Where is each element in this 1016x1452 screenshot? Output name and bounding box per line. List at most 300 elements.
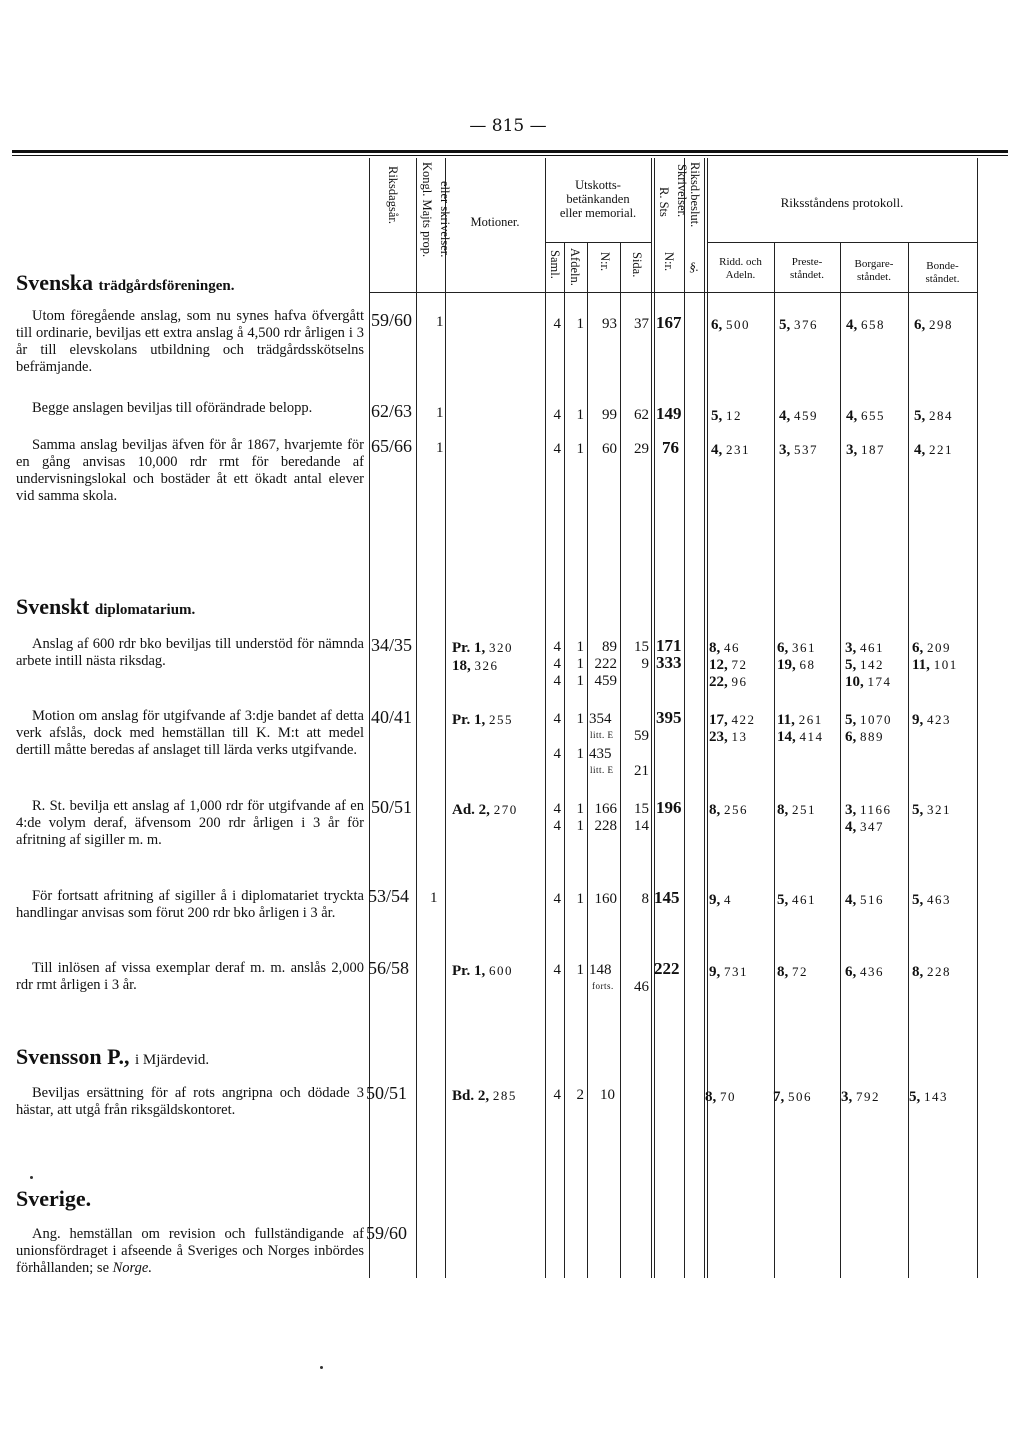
entry-prop: 1: [430, 890, 438, 906]
entry-borgare: [846, 316, 885, 334]
entry-year: 34/35: [371, 635, 413, 655]
entry-nr: 166: [594, 801, 617, 817]
col-line-sida-left: [620, 242, 621, 1278]
bonde-vol: 5,: [912, 892, 924, 908]
entry-nr-sub: litt. E: [590, 765, 614, 775]
bonde-vol: 5,: [912, 802, 924, 818]
borgare-vol: 5,: [845, 712, 857, 728]
entry-preste: [777, 639, 816, 657]
ridd-page: 4: [724, 892, 732, 907]
borgare-page: 187: [861, 442, 885, 457]
ridd-vol: 4,: [711, 442, 723, 458]
entry-ridd: [711, 441, 750, 459]
header-paragraf: §.: [689, 260, 699, 274]
entry-afd: 1: [576, 891, 584, 907]
entry-borgare: [845, 891, 884, 909]
motion-page: 600: [488, 963, 513, 978]
ridd-vol: 9,: [709, 892, 721, 908]
ridd-page: 96: [731, 674, 748, 689]
header-preste-2: ståndet.: [790, 269, 824, 281]
entry-bonde: [909, 1088, 948, 1106]
entry-borgare: [846, 441, 885, 459]
header-nr: N:r.: [598, 252, 612, 272]
borgare-vol: 3,: [841, 1089, 853, 1105]
entry-afd: 1: [576, 746, 584, 762]
borgare-vol: 6,: [845, 964, 857, 980]
bonde-page: 209: [927, 640, 951, 655]
col-line-beslut-left: [684, 158, 685, 1278]
entry-year: 56/58: [368, 958, 410, 978]
entry-description: Samma anslag beviljas äfven för år 1867, hvarjemte för en gång anvisas 10,000 rdr rmt för beredande af undervisningslokal och bostäder åt ett ökadt antal elever vid samma skola.: [16, 437, 364, 504]
entry-rsts: 167: [656, 313, 682, 332]
section-title-big: Svensson P.,: [16, 1044, 130, 1069]
header-rsts-2: Skrivelser.: [675, 164, 690, 218]
entry-bonde: [912, 891, 951, 909]
col-line-rsts-left: [651, 158, 652, 1278]
entry-description: Utom föregående anslag, som nu synes hafva öfvergått till ordinarie, beviljas ett extra anslag å 4,500 rdr årligen i 3 år till elevskolans utbildning och trädgårdsskötselns befrämjande.: [16, 308, 364, 375]
entry-ridd: [711, 316, 750, 334]
entry-borgare: [845, 801, 892, 819]
entry-sida: 29: [634, 441, 649, 457]
col-line-year-left: [369, 158, 370, 1278]
borgare-page: 174: [867, 674, 892, 689]
entry-nr: 222: [594, 656, 617, 672]
borgare-page: 142: [860, 657, 884, 672]
col-line-bonde-left: [908, 242, 909, 1278]
preste-page: 68: [799, 657, 816, 672]
entry-afd: 2: [576, 1087, 584, 1103]
entry-ridd: [709, 711, 756, 729]
entry-sida: 15: [634, 639, 649, 655]
preste-page: 361: [792, 640, 816, 655]
motion-page: 270: [493, 802, 518, 817]
entry-prop: 1: [436, 405, 444, 421]
entry-sida: 46: [634, 979, 649, 995]
header-kongl: [420, 162, 451, 261]
ridd-vol: 23,: [709, 729, 728, 745]
entry-saml: 4: [553, 746, 561, 762]
ridd-page: 231: [726, 442, 750, 457]
ridd-vol: 17,: [709, 712, 728, 728]
entry-sida: 62: [634, 407, 649, 423]
bonde-vol: 5,: [909, 1089, 921, 1105]
header-bonde-2: ståndet.: [925, 273, 960, 285]
entry-borgare: [841, 1088, 880, 1106]
entry-nr: 99: [602, 407, 617, 423]
entry-afd: 1: [576, 407, 584, 423]
ink-dot: [320, 1366, 323, 1369]
ridd-page: 13: [731, 729, 748, 744]
entry-ridd: [709, 639, 740, 657]
section-title-diplomatarium: [16, 594, 195, 620]
col-line-borgare-left: [840, 242, 841, 1278]
entry-year: 59/60: [371, 310, 413, 330]
ridd-vol: 6,: [711, 317, 723, 333]
motion-ref: Bd. 2,: [452, 1088, 490, 1104]
motion-ref: Pr. 1,: [452, 640, 486, 656]
header-ridd: [707, 256, 774, 282]
header-ridd-1: Ridd. och: [719, 256, 762, 268]
entry-preste: [777, 963, 808, 981]
entry-nr: 435: [589, 746, 612, 762]
entry-rsts: 222: [654, 959, 680, 978]
header-utskotts: [545, 178, 651, 220]
entry-saml: 4: [553, 801, 561, 817]
header-borgare-1: Borgare-: [854, 258, 894, 270]
entry-year: 59/60: [366, 1223, 408, 1243]
section-title-small: trädgårdsföreningen.: [98, 278, 235, 294]
entry-saml: 4: [553, 316, 561, 332]
entry-motion: [452, 962, 513, 980]
preste-vol: 4,: [779, 408, 791, 424]
entry-nr: 60: [602, 441, 617, 457]
bonde-page: 423: [927, 712, 951, 727]
col-line-motion-left: [445, 158, 446, 1278]
bonde-vol: 8,: [912, 964, 924, 980]
entry-saml: 4: [553, 711, 561, 727]
ridd-page: 46: [724, 640, 740, 655]
col-line-right: [977, 158, 978, 1278]
header-subrule-utsk: [545, 242, 651, 243]
header-motioner: Motioner.: [470, 215, 520, 229]
entry-borgare: [845, 818, 884, 836]
header-rsts-1: R. Sts: [657, 187, 671, 218]
entry-nr: 148: [589, 962, 612, 978]
header-bottom-rule: [369, 292, 977, 293]
entry-ridd: [711, 407, 742, 425]
entry-saml: 4: [553, 891, 561, 907]
header-utskotts-1: Utskotts-: [575, 178, 621, 192]
preste-vol: 14,: [777, 729, 796, 745]
col-line-rsts-left-2: [654, 158, 655, 1278]
entry-preste: [779, 316, 818, 334]
preste-page: 537: [794, 442, 818, 457]
entry-afd: 1: [576, 639, 584, 655]
preste-page: 251: [792, 802, 816, 817]
preste-vol: 3,: [779, 442, 791, 458]
section-title-big: Svenskt: [16, 594, 90, 619]
entry-description: R. St. bevilja ett anslag af 1,000 rdr för utgifvande af en 4:de volym deraf, äfvensom 200 rdr årligen i 3 år för afritning af sigiller m. m.: [16, 798, 364, 848]
entry-ridd: [705, 1088, 736, 1106]
bonde-vol: 6,: [914, 317, 926, 333]
entry-year: 65/66: [371, 436, 413, 456]
bonde-page: 101: [933, 657, 958, 672]
entry-motion: [452, 1087, 517, 1105]
entry-rsts: 171: [656, 636, 682, 655]
entry-sida: 59: [634, 728, 649, 744]
entry-ridd: [709, 656, 748, 674]
borgare-vol: 5,: [845, 657, 857, 673]
entry-motion: [452, 657, 499, 675]
entry-preste: [777, 891, 816, 909]
preste-page: 506: [788, 1089, 812, 1104]
entry-nr-sub: forts.: [592, 981, 614, 991]
entry-preste: [777, 801, 816, 819]
borgare-page: 516: [860, 892, 884, 907]
entry-year: 50/51: [366, 1083, 408, 1103]
borgare-page: 889: [860, 729, 884, 744]
entry-nr: 160: [594, 891, 617, 907]
entry-nr: 89: [602, 639, 617, 655]
entry-preste: [773, 1088, 812, 1106]
header-preste: [774, 256, 840, 282]
section-title-rest: i Mjärdevid.: [135, 1052, 210, 1068]
preste-vol: 5,: [779, 317, 791, 333]
entry-motion: [452, 711, 513, 729]
header-bonde: [908, 260, 977, 286]
ridd-vol: 9,: [709, 964, 721, 980]
entry-year: 50/51: [371, 797, 413, 817]
section-title-svensson: [16, 1044, 209, 1070]
header-utskotts-3: eller memorial.: [559, 206, 637, 220]
entry-motion: [452, 801, 518, 819]
preste-vol: 5,: [777, 892, 789, 908]
entry-sida: 21: [634, 763, 649, 779]
entry-afd: 1: [576, 818, 584, 834]
section-title-big: Svenska: [16, 270, 94, 295]
col-line-prop-left: [416, 158, 417, 1278]
motion-page: 255: [488, 712, 513, 727]
entry-borgare: [845, 656, 884, 674]
entry-bonde: [912, 656, 958, 674]
entry-preste: [777, 711, 823, 729]
bonde-page: 228: [927, 964, 951, 979]
ridd-vol: 8,: [709, 802, 721, 818]
entry-motion: [452, 639, 513, 657]
borgare-page: 1166: [860, 802, 892, 817]
entry-description: [16, 1226, 364, 1277]
entry-nr: 459: [594, 673, 617, 689]
bonde-page: 284: [929, 408, 953, 423]
motion-page: 326: [474, 658, 499, 673]
motion-ref: 18,: [452, 658, 471, 674]
header-bonde-1: Bonde-: [926, 260, 959, 272]
col-line-prot-left-2: [707, 158, 708, 1278]
entry-borgare: [845, 673, 892, 691]
borgare-vol: 4,: [846, 317, 858, 333]
col-line-nr-left: [587, 242, 588, 1278]
preste-vol: 8,: [777, 964, 789, 980]
entry-bonde: [912, 711, 951, 729]
entry-sida: 15: [634, 801, 649, 817]
borgare-page: 461: [860, 640, 884, 655]
entry-afd: 1: [576, 801, 584, 817]
entry-afd: 1: [576, 962, 584, 978]
entry-prop: 1: [436, 314, 444, 330]
entry-borgare: [846, 407, 885, 425]
ridd-page: 500: [726, 317, 750, 332]
entry-bonde: [912, 639, 951, 657]
bonde-page: 143: [924, 1089, 948, 1104]
entry-saml: 4: [553, 656, 561, 672]
entry-saml: 4: [553, 407, 561, 423]
entry-ridd: [709, 673, 748, 691]
preste-page: 459: [794, 408, 818, 423]
header-subrule-prot: [707, 242, 977, 243]
entry-rsts: 145: [654, 888, 680, 907]
motion-ref: Ad. 2,: [452, 802, 490, 818]
preste-vol: 11,: [777, 712, 795, 728]
entry-borgare: [845, 963, 884, 981]
header-afdeln: Afdeln.: [568, 248, 582, 286]
entry-year: 62/63: [371, 401, 413, 421]
col-line-preste-left: [774, 242, 775, 1278]
header-preste-1: Preste-: [791, 256, 823, 268]
borgare-vol: 4,: [845, 892, 857, 908]
header-kongl-2: eller skrivelser.: [438, 180, 453, 258]
motion-page: 285: [492, 1088, 517, 1103]
entry-nr: 228: [594, 818, 617, 834]
entry-preste: [779, 441, 818, 459]
header-protokoll: Riksståndens protokoll.: [780, 195, 904, 210]
section-title-small: diplomatarium.: [94, 602, 196, 618]
ridd-vol: 12,: [709, 657, 728, 673]
preste-vol: 8,: [777, 802, 789, 818]
page-number: — 815 —: [469, 116, 547, 136]
ridd-page: 731: [724, 964, 748, 979]
header-borgare: [840, 258, 908, 284]
entry-saml: 4: [553, 639, 561, 655]
preste-vol: 19,: [777, 657, 796, 673]
entry-borgare: [845, 711, 892, 729]
entry-rsts: 333: [656, 653, 682, 672]
entry-sida: 37: [634, 316, 649, 332]
borgare-vol: 4,: [845, 819, 857, 835]
entry-sida: 8: [641, 891, 649, 907]
bonde-page: 463: [927, 892, 951, 907]
entry-saml: 4: [553, 1087, 561, 1103]
ridd-vol: 8,: [705, 1089, 717, 1105]
bonde-vol: 4,: [914, 442, 926, 458]
entry-bonde: [912, 963, 951, 981]
entry-saml: 4: [553, 673, 561, 689]
entry-description-text: Ang. hemställan om revision och fullständigande af unionsfördraget i afseende å Sveriges och Norges inbördes förhållanden; se: [16, 1226, 364, 1276]
ridd-vol: 5,: [711, 408, 723, 424]
preste-page: 72: [792, 964, 808, 979]
header-saml: Saml.: [548, 250, 562, 279]
entry-rsts: 76: [662, 438, 679, 457]
top-rule-heavy: [12, 150, 1008, 153]
borgare-page: 436: [860, 964, 884, 979]
motion-ref: Pr. 1,: [452, 963, 486, 979]
entry-borgare: [845, 639, 884, 657]
entry-bonde: [914, 316, 953, 334]
entry-afd: 1: [576, 673, 584, 689]
ridd-page: 422: [731, 712, 756, 727]
entry-description: Till inlösen af vissa exemplar deraf m. m. anslås 2,000 rdr rmt årligen i 3 år.: [16, 960, 364, 993]
header-rsts-nr: N:r.: [662, 252, 676, 272]
entry-rsts: 196: [656, 798, 682, 817]
section-title-svenska: [16, 270, 235, 296]
entry-ridd: [709, 801, 748, 819]
borgare-page: 347: [860, 819, 884, 834]
entry-nr: 354: [589, 711, 612, 727]
entry-prop: 1: [436, 440, 444, 456]
section-title-sverige: [16, 1186, 91, 1212]
borgare-vol: 10,: [845, 674, 864, 690]
borgare-vol: 3,: [846, 442, 858, 458]
preste-page: 261: [798, 712, 823, 727]
entry-nr-sub: litt. E: [590, 730, 614, 740]
entry-afd: 1: [576, 316, 584, 332]
entry-afd: 1: [576, 441, 584, 457]
header-ridd-2: Adeln.: [725, 269, 756, 281]
entry-year: 40/41: [371, 707, 413, 727]
header-riksd-beslut: Riksd.beslut.: [688, 162, 702, 228]
entry-bonde: [912, 801, 951, 819]
entry-saml: 4: [553, 818, 561, 834]
ridd-page: 256: [724, 802, 748, 817]
borgare-vol: 4,: [846, 408, 858, 424]
entry-description: Beviljas ersättning för af rots angripna och dödade 3 hästar, att utgå från riksgäldskontoret.: [16, 1085, 364, 1118]
preste-page: 376: [794, 317, 818, 332]
ridd-page: 70: [720, 1089, 736, 1104]
motion-ref: Pr. 1,: [452, 712, 486, 728]
section-title-big: Sverige.: [16, 1186, 92, 1211]
entry-nr: 93: [602, 316, 617, 332]
borgare-page: 655: [861, 408, 885, 423]
entry-saml: 4: [553, 441, 561, 457]
entry-nr: 10: [600, 1087, 615, 1103]
bonde-page: 298: [929, 317, 953, 332]
entry-description: För fortsatt afritning af sigiller å i diplomatariet tryckta handlingar anvisas som förut 200 rdr bko årligen i 3 år.: [16, 888, 364, 921]
entry-saml: 4: [553, 962, 561, 978]
header-rsts: [657, 164, 688, 221]
header-kongl-1: Kongl. Majts prop.: [420, 162, 434, 258]
entry-preste: [777, 728, 824, 746]
entry-description: Begge anslagen beviljas till oförändrade belopp.: [32, 400, 313, 416]
ridd-vol: 8,: [709, 640, 721, 656]
entry-ridd: [709, 891, 732, 909]
entry-preste: [779, 407, 818, 425]
preste-vol: 6,: [777, 640, 789, 656]
bonde-vol: 9,: [912, 712, 924, 728]
header-riksdagsar: Riksdagsår.: [386, 166, 400, 224]
entry-description-see: Norge.: [112, 1260, 152, 1276]
preste-page: 414: [799, 729, 824, 744]
entry-rsts: 149: [656, 404, 682, 423]
header-sida: Sida.: [630, 252, 644, 278]
entry-bonde: [914, 407, 953, 425]
borgare-vol: 6,: [845, 729, 857, 745]
preste-page: 461: [792, 892, 816, 907]
borgare-page: 792: [856, 1089, 880, 1104]
ridd-page: 12: [726, 408, 742, 423]
entry-year: 53/54: [368, 886, 410, 906]
bonde-page: 321: [927, 802, 951, 817]
bonde-vol: 5,: [914, 408, 926, 424]
entry-afd: 1: [576, 656, 584, 672]
borgare-page: 1070: [860, 712, 892, 727]
ridd-page: 72: [731, 657, 748, 672]
bonde-vol: 6,: [912, 640, 924, 656]
entry-preste: [777, 656, 816, 674]
bonde-page: 221: [929, 442, 953, 457]
entry-bonde: [914, 441, 953, 459]
entry-sida: 14: [634, 818, 649, 834]
entry-afd: 1: [576, 711, 584, 727]
borgare-page: 658: [861, 317, 885, 332]
ink-dot: [30, 1176, 33, 1179]
top-rule-light: [12, 155, 1008, 156]
motion-page: 320: [488, 640, 513, 655]
entry-description: Motion om anslag för utgifvande af 3:dje bandet af detta verk afslås, dock med hemställan till K. M:t att medel dertill måtte beredas af anslaget till lärda verks utgifvande.: [16, 708, 364, 758]
col-line-prot-left: [704, 158, 705, 1278]
entry-ridd: [709, 963, 748, 981]
ridd-vol: 22,: [709, 674, 728, 690]
entry-ridd: [709, 728, 748, 746]
entry-description: Anslag af 600 rdr bko beviljas till understöd för nämnda arbete intill nästa riksdag.: [16, 636, 364, 669]
